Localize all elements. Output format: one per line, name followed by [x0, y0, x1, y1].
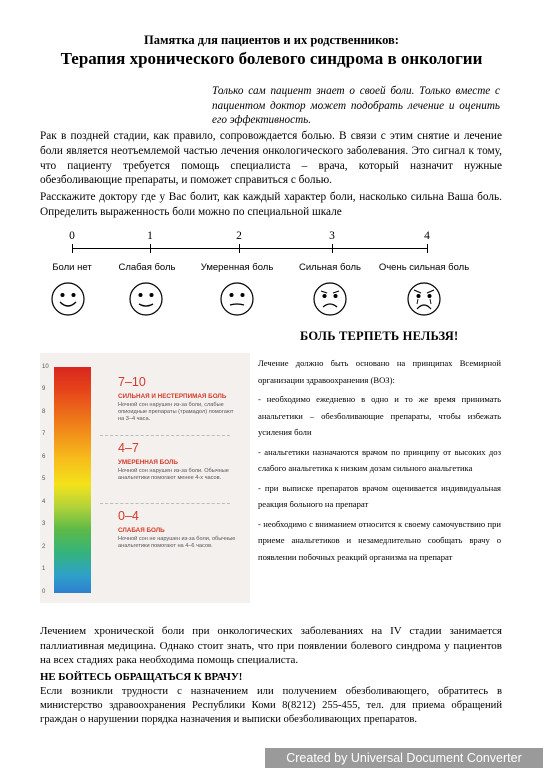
- scale-tick: [150, 244, 151, 253]
- scale-tick: [427, 244, 428, 253]
- scale-tick-label: 3: [42, 521, 46, 527]
- scale-label-severe: Сильная боль: [299, 262, 361, 273]
- scale-tick-label: 5: [42, 476, 46, 482]
- scale-tick: [72, 244, 73, 253]
- zone-range-moderate: 4–7: [118, 441, 139, 455]
- scale-tick-label: 4: [42, 499, 46, 505]
- palliative-paragraph: Лечением хронической боли при онкологических заболеваниях на IV стадии занимается паллиативная медицина. Однако стоит знать, что при появлении болевого синдрома у пациентов на всех стадиях рака необходима помощь специалиста.: [40, 625, 502, 667]
- scale-label-very-severe: Очень сильная боль: [378, 262, 470, 273]
- scale-number: 4: [424, 230, 430, 242]
- principle-item: - необходимо ежедневно в одно и то же время принимать анальгетики – обезболивающие препараты, чтобы избежать усиления боли: [258, 394, 501, 437]
- principle-item: - необходимо с вниманием относится к своему самочувствию при приеме анальгетиков и незамедлительно сообщать врачу о появлении побочных реакций организма на препарат: [258, 518, 501, 562]
- scale-number: 1: [147, 230, 153, 242]
- scale-axis-line: [72, 248, 427, 249]
- scale-label-mild: Слабая боль: [118, 262, 176, 273]
- warning-heading: БОЛЬ ТЕРПЕТЬ НЕЛЬЗЯ!: [300, 329, 459, 343]
- who-principles: [258, 355, 501, 568]
- fear-heading: НЕ БОЙТЕСЬ ОБРАЩАТЬСЯ К ВРАЧУ!: [40, 671, 243, 683]
- scale-tick-label: 6: [42, 454, 46, 460]
- page-title: Терапия хронического болевого синдрома в онкологии: [60, 49, 483, 68]
- pain-intensity-image: [40, 353, 250, 603]
- zone-desc-severe: Ночной сон нарушен из-за боли, слабые опиоидные препараты (трамадол) помогают на 3–4 часа.: [118, 402, 234, 423]
- zone-desc-moderate: Ночной сон нарушен из-за боли. Обычные анальгетики помогают менее 4-х часов.: [118, 468, 229, 482]
- pain-gradient-bar: [54, 367, 91, 593]
- scale-label-moderate: Умеренная боль: [200, 262, 274, 273]
- scale-tick-label: 1: [42, 566, 46, 572]
- scale-tick-label: 7: [42, 431, 46, 437]
- subtitle: Памятка для пациентов и их родственников:: [144, 33, 399, 47]
- scale-tick: [239, 244, 240, 253]
- epigraph-quote: Только сам пациент знает о своей боли. Только вместе с пациентом доктор может подобрать лечение и оценить его эффективность.: [212, 85, 500, 126]
- intro-paragraph: Рак в поздней стадии, как правило, сопровождается болью. В связи с этим снятие и лечение боли является неотъемлемой частью лечения онкологического заболевания. Это сигнал к тому, что пациенту требуется помощь специалиста – врача, который назначит нужные обезболивающие препараты, и поможет справиться с болью.: [40, 130, 502, 187]
- zone-desc-mild: Ночной сон не нарушен из-за боли, обычные анальгетики помогают на 4–6 часов.: [118, 536, 236, 550]
- zone-range-severe: 7–10: [118, 375, 146, 389]
- principle-item: - анальгетики назначаются врачом по принципу от высоких доз слабого анальгетика к низким дозам сильного анальгетика: [258, 446, 501, 473]
- smile-face-icon: [50, 281, 86, 317]
- scale-tick-label: 8: [42, 409, 46, 415]
- zone-divider: [100, 503, 230, 504]
- scale-intro-paragraph: Расскажите доктору где у Вас болит, как каждый характер боли, насколько сильна Ваша боль. Определить выраженность боли можно по специальной шкале: [40, 191, 502, 218]
- scale-tick-label: 2: [42, 544, 46, 550]
- zone-title-moderate: УМЕРЕННАЯ БОЛЬ: [118, 459, 178, 466]
- zone-title-mild: СЛАБАЯ БОЛЬ: [118, 527, 165, 534]
- watermark: Created by Universal Document Converter: [265, 748, 543, 768]
- scale-number: 3: [329, 230, 335, 242]
- scale-tick-label: 0: [42, 589, 46, 595]
- principle-item: - при выписке препаратов врачом оценивается индивидуальная реакция больного на препарат: [258, 482, 501, 509]
- neutral-face-icon: [219, 281, 255, 317]
- zone-range-mild: 0–4: [118, 509, 139, 523]
- slight-smile-face-icon: [128, 281, 164, 317]
- scale-tick-label: 10: [42, 364, 49, 370]
- zone-divider: [100, 435, 230, 436]
- scale-label-none: Боли нет: [52, 262, 92, 273]
- contact-paragraph: Если возникли трудности с назначением или получением обезболивающего, обратитесь в министерство здравоохранения Республики Коми 8(8212) 255-455, тел. для приема обращений граждан о нарушении порядка назначения и выписки обезболивающих препаратов.: [40, 686, 502, 725]
- scale-number: 0: [69, 230, 75, 242]
- scale-number: 2: [236, 230, 242, 242]
- principles-intro: Лечение должно быть основано на принципах Всемирной организации здравоохранения (ВОЗ):: [258, 358, 501, 385]
- scale-tick-label: 9: [42, 386, 46, 392]
- scale-tick: [332, 244, 333, 253]
- zone-title-severe: СИЛЬНАЯ И НЕСТЕРПИМАЯ БОЛЬ: [118, 393, 227, 400]
- crying-face-icon: [406, 281, 442, 317]
- sad-face-icon: [312, 281, 348, 317]
